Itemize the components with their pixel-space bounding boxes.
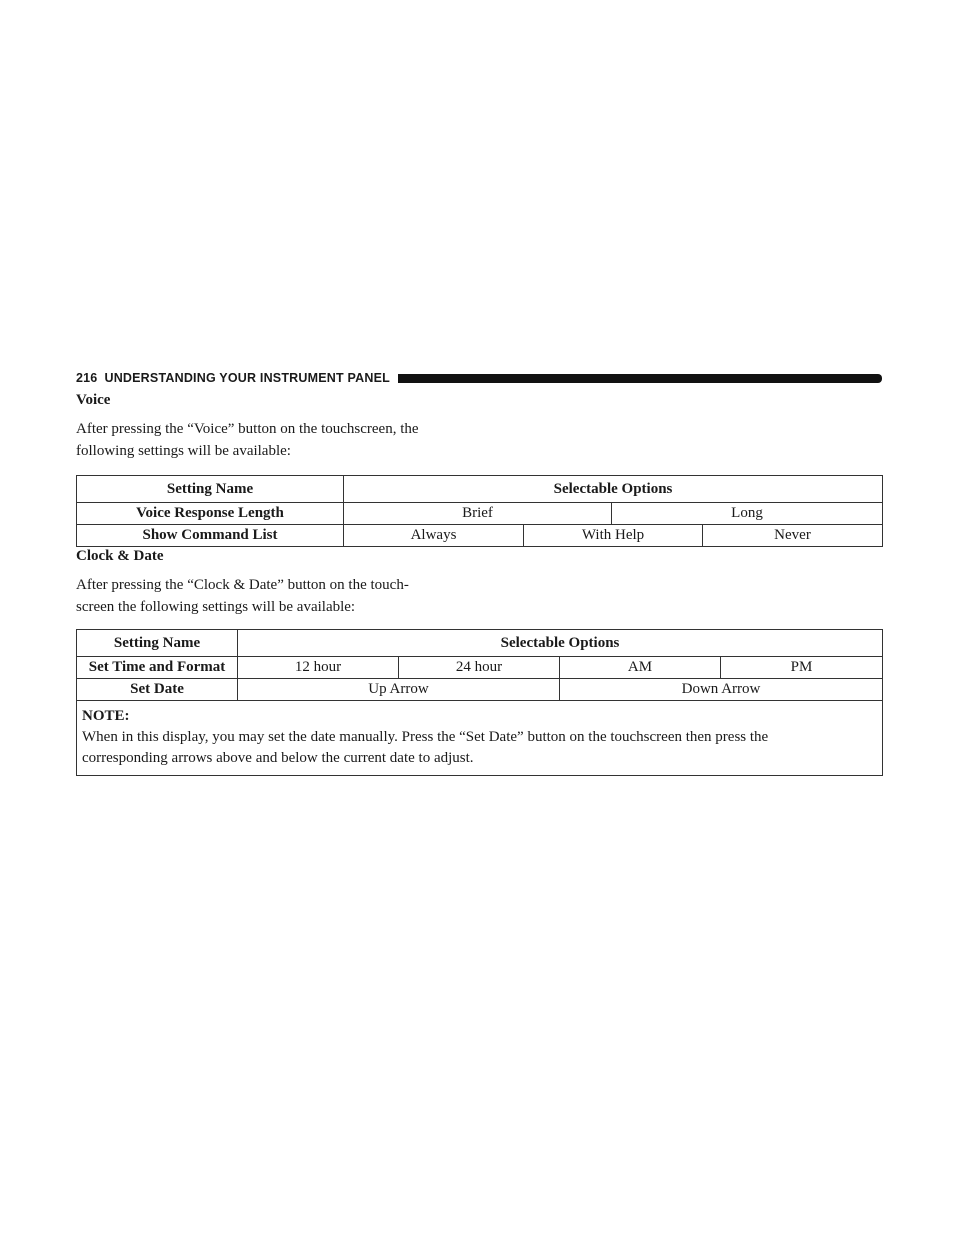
column-header-selectable-options: Selectable Options xyxy=(238,630,883,657)
table-row xyxy=(77,679,883,701)
column-header-setting-name: Setting Name xyxy=(77,476,344,503)
clock-heading: Clock & Date xyxy=(76,548,164,564)
clock-paragraph-line: screen the following settings will be available: xyxy=(76,599,356,615)
table-row xyxy=(77,657,883,679)
note-row xyxy=(77,701,883,776)
option-cell: AM xyxy=(560,657,721,679)
column-header-selectable-options: Selectable Options xyxy=(344,476,883,503)
option-cell: Down Arrow xyxy=(560,679,883,701)
voice-heading: Voice xyxy=(76,392,111,408)
clock-paragraph-line: After pressing the “Clock & Date” button on the touch- xyxy=(76,577,409,593)
option-cell: With Help xyxy=(524,525,703,547)
option-cell: 24 hour xyxy=(399,657,560,679)
option-cell: 12 hour xyxy=(238,657,399,679)
page-header xyxy=(76,370,882,386)
note-label: NOTE: xyxy=(82,708,130,724)
page-number: 216 xyxy=(76,371,98,385)
note-text: When in this display, you may set the date manually. Press the “Set Date” button on the touchscreen then press the xyxy=(82,729,769,745)
voice-paragraph-line: following settings will be available: xyxy=(76,443,291,459)
section-title: UNDERSTANDING YOUR INSTRUMENT PANEL xyxy=(104,371,390,385)
setting-name-cell: Show Command List xyxy=(77,525,344,547)
option-cell: Up Arrow xyxy=(238,679,560,701)
voice-settings-table xyxy=(76,475,883,547)
voice-paragraph-line: After pressing the “Voice” button on the touchscreen, the xyxy=(76,421,419,437)
column-header-setting-name: Setting Name xyxy=(77,630,238,657)
clock-paragraph xyxy=(76,574,476,618)
setting-name-cell: Set Time and Format xyxy=(77,657,238,679)
setting-name-cell: Set Date xyxy=(77,679,238,701)
clock-settings-table xyxy=(76,629,883,776)
option-cell: Always xyxy=(344,525,524,547)
voice-paragraph xyxy=(76,418,476,462)
option-cell: Brief xyxy=(344,503,612,525)
option-cell: Never xyxy=(703,525,883,547)
setting-name-cell: Voice Response Length xyxy=(77,503,344,525)
option-cell: Long xyxy=(612,503,883,525)
note-cell xyxy=(77,701,883,776)
option-cell: PM xyxy=(721,657,883,679)
header-rule xyxy=(398,374,882,383)
table-row xyxy=(77,525,883,547)
table-row xyxy=(77,503,883,525)
note-text: corresponding arrows above and below the current date to adjust. xyxy=(82,750,474,766)
